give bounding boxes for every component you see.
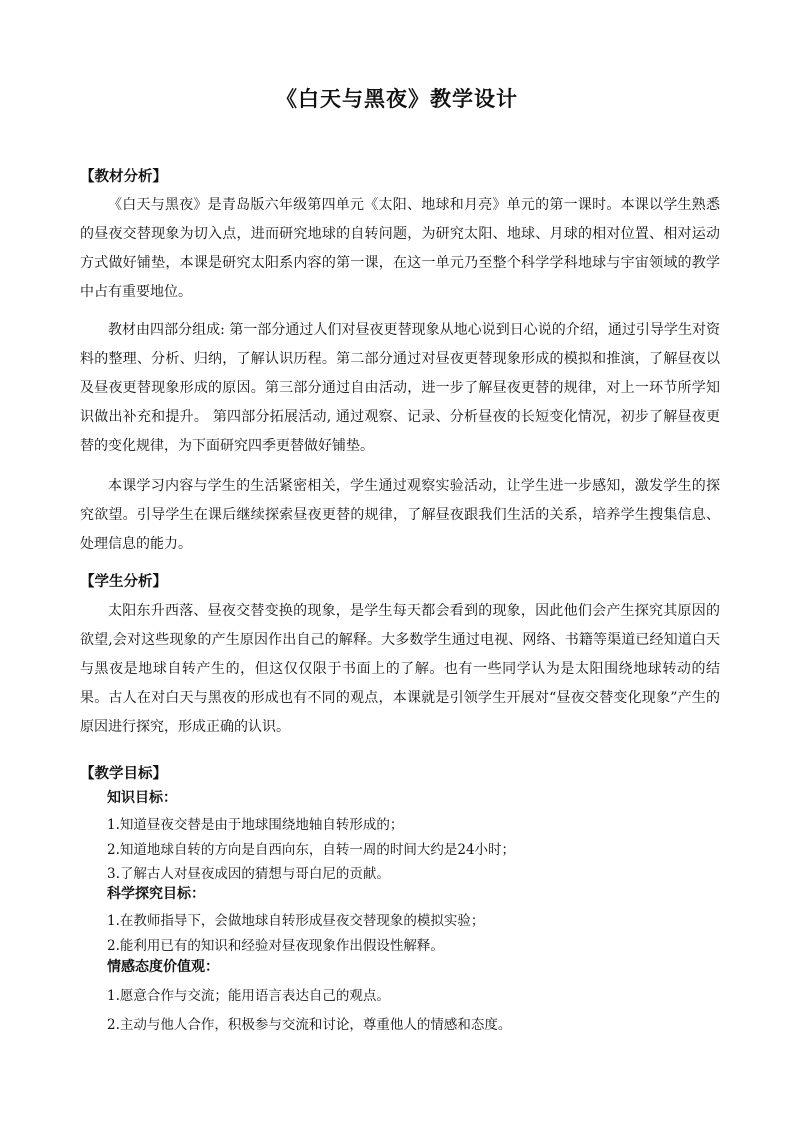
knowledge-goal-item: 2.知道地球自转的方向是自西向东，自转一周的时间大约是24小时； [107,842,516,858]
document-title: 《白天与黑夜》教学设计 [276,86,518,111]
section-heading-student: 【学生分析】 [80,573,167,590]
emotion-goal-item: 1.愿意合作与交流；能用语言表达自己的观点。 [107,988,390,1004]
knowledge-goal-item: 1.知道昼夜交替是由于地球围绕地轴自转形成的； [107,817,404,833]
section-heading-material: 【教材分析】 [80,168,167,185]
material-paragraph-1: 《白天与黑夜》是青岛版六年级第四单元《太阳、地球和月亮》单元的第一课时。本课以学生熟悉的昼夜交替现象为切入点，进而研究地球的自转问题，为研究太阳、地球、月球的相对位置、相对运动方式做好铺垫，本课是研究太阳系内容的第一课，在这一单元乃至整个科学学科地球与宇宙领域的教学中占有重要地位。 [80,197,720,300]
emotion-goals-label: 情感态度价值观： [107,959,219,975]
section-heading-goals: 【教学目标】 [80,765,167,782]
inquiry-goal-item: 2.能利用已有的知识和经验对昼夜现象作出假设性解释。 [107,938,444,954]
emotion-goal-item: 2.主动与他人合作，积极参与交流和讨论，尊重他人的情感和态度。 [107,1017,512,1033]
knowledge-goal-item: 3.了解古人对昼夜成因的猜想与哥白尼的贡献。 [107,866,390,882]
knowledge-goals-label: 知识目标： [107,790,177,806]
inquiry-goals-label: 科学探究目标： [107,886,205,902]
inquiry-goal-item: 1.在教师指导下，会做地球自转形成昼夜交替现象的模拟实验； [107,913,485,929]
material-paragraph-2: 教材由四部分组成: 第一部分通过人们对昼夜更替现象从地心说到日心说的介绍，通过引导学生对资料的整理、分析、归纳，了解认识历程。第二部分通过对昼夜更替现象形成的模拟和推演，了解昼夜以及昼夜更替现象形成的原因。第三部分通过自由活动，进一步了解昼夜更替的规律，对上一环节所学知识做出补充和提升。 第四部分拓展活动, 通过观察、记录、分析昼夜的长短变化情况，初步了解昼夜更替的变化规律，为下面研究四季更替做好铺垫。 [80,322,720,454]
student-paragraph-1: 太阳东升西落、昼夜交替变换的现象，是学生每天都会看到的现象，因此他们会产生探究其原因的欲望,会对这些现象的产生原因作出自己的解释。大多数学生通过电视、网络、书籍等渠道已经知道白天与黑夜是地球自转产生的，但这仅仅限于书面上的了解。也有一些同学认为是太阳围绕地球转动的结果。古人在对白天与黑夜的形成也有不同的观点，本课就是引领学生开展对“昼夜交替变化现象”产生的原因进行探究，形成正确的认识。 [80,603,720,735]
material-paragraph-3: 本课学习内容与学生的生活紧密相关，学生通过观察实验活动，让学生进一步感知，激发学生的探究欲望。引导学生在课后继续探索昼夜更替的规律，了解昼夜跟我们生活的关系，培养学生搜集信息、处理信息的能力。 [80,478,720,552]
